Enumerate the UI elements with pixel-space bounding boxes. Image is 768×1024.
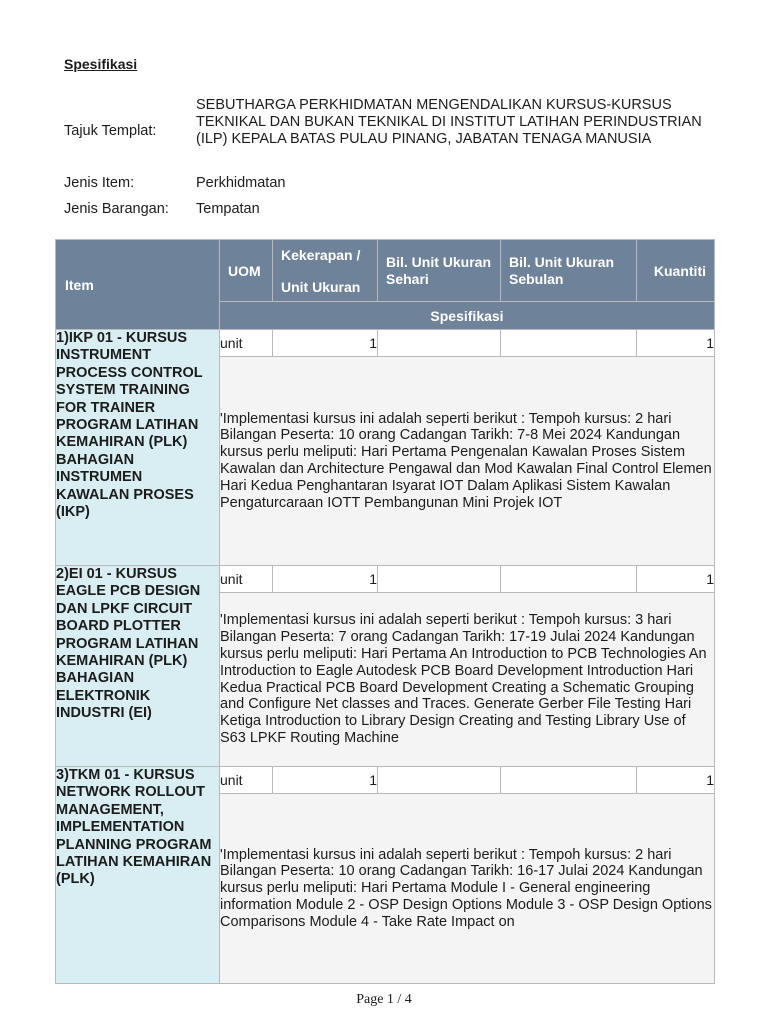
item-name: 1)IKP 01 - KURSUS INSTRUMENT PROCESS CONTROL SYSTEM TRAINING FOR TRAINER PROGRAM LATIHAN KEMAHIRAN (PLK) BAHAGIAN INSTRUMEN KAWALAN PROSES (IKP) — [56, 330, 220, 566]
item-name: 2)EI 01 - KURSUS EAGLE PCB DESIGN DAN LPKF CIRCUIT BOARD PLOTTER PROGRAM LATIHAN KEMAHIRAN (PLK) BAHAGIAN ELEKTRONIK INDUSTRI (EI) — [56, 566, 220, 767]
meta-jenis-barangan — [64, 201, 724, 219]
sebulan-cell — [501, 330, 637, 357]
meta-label: Tajuk Templat: — [64, 123, 157, 139]
header-kekerapan — [273, 240, 378, 302]
page-number: Page 1 / 4 — [356, 992, 412, 1007]
sebulan-cell — [501, 767, 637, 794]
table-row — [56, 330, 715, 357]
uom-cell: unit — [220, 767, 273, 794]
header-spesifikasi: Spesifikasi — [220, 302, 715, 330]
kekerapan-cell: 1 — [273, 566, 378, 593]
header-bil-sehari: Bil. Unit Ukuran Sehari — [378, 240, 501, 302]
spec-heading: Spesifikasi — [64, 56, 138, 72]
kuantiti-cell: 1 — [637, 566, 715, 593]
meta-label: Jenis Barangan: — [64, 201, 169, 217]
kekerapan-cell: 1 — [273, 767, 378, 794]
sehari-cell — [378, 330, 501, 357]
specification-table — [55, 239, 715, 984]
meta-label: Jenis Item: — [64, 175, 135, 191]
meta-value: SEBUTHARGA PERKHIDMATAN MENGENDALIKAN KURSUS-KURSUS TEKNIKAL DAN BUKAN TEKNIKAL DI INSTITUT LATIHAN PERINDUSTRIAN (ILP) KEPALA BATAS PULAU PINANG, JABATAN TENAGA MANUSIA — [196, 97, 702, 147]
sehari-cell — [378, 566, 501, 593]
header-kekerapan-line2: Unit Ukuran — [281, 278, 361, 295]
header-uom: UOM — [220, 240, 273, 302]
meta-jenis-item — [64, 175, 724, 193]
item-name: 3)TKM 01 - KURSUS NETWORK ROLLOUT MANAGEMENT, IMPLEMENTATION PLANNING PROGRAM LATIHAN KEMAHIRAN (PLK) — [56, 767, 220, 984]
kekerapan-cell: 1 — [273, 330, 378, 357]
header-item: Item — [56, 240, 220, 330]
sebulan-cell — [501, 566, 637, 593]
meta-value: Tempatan — [196, 201, 260, 217]
table-row — [56, 566, 715, 593]
meta-tajuk-templat — [64, 97, 724, 167]
header-bil-sebulan: Bil. Unit Ukuran Sebulan — [501, 240, 637, 302]
spesifikasi-text: 'Implementasi kursus ini adalah seperti berikut : Tempoh kursus: 2 hari Bilangan Peserta: 10 orang Cadangan Tarikh: 7-8 Mei 2024 Kandungan kursus perlu meliputi: Hari Pertama Pengenalan Kawalan Proses Sistem Kawalan dan Architecture Pengawal dan Mod Kawalan Final Control Elemen Hari Kedua Penghantaran Isyarat IOT Dalam Aplikasi Sistem Kawalan Pengaturcaraan IOTT Pembangunan Mini Projek IOT — [220, 357, 715, 566]
spesifikasi-text: 'Implementasi kursus ini adalah seperti berikut : Tempoh kursus: 3 hari Bilangan Peserta: 7 orang Cadangan Tarikh: 17-19 Julai 2024 Kandungan kursus perlu meliputi: Hari Pertama An Introduction to PCB Technologies An Introduction to Eagle Autodesk PCB Board Development Introduction Hari Kedua Practical PCB Board Development Creating a Schematic Grouping and Configure Net classes and Traces. Generate Gerber File Testing Hari Ketiga Introduction to Library Design Creating and Testing Library Use of S63 LPKF Routing Machine — [220, 593, 715, 767]
meta-value: Perkhidmatan — [196, 175, 286, 191]
spesifikasi-text: 'Implementasi kursus ini adalah seperti berikut : Tempoh kursus: 2 hari Bilangan Peserta: 10 orang Cadangan Tarikh: 16-17 Julai 2024 Kandungan kursus perlu meliputi: Hari Pertama Module I - General engineering information Module 2 - OSP Design Options Module 3 - OSP Design Options Comparisons Module 4 - Take Rate Impact on — [220, 794, 715, 984]
uom-cell: unit — [220, 566, 273, 593]
kuantiti-cell: 1 — [637, 330, 715, 357]
sehari-cell — [378, 767, 501, 794]
uom-cell: unit — [220, 330, 273, 357]
table-header-row — [56, 240, 715, 302]
header-kuantiti: Kuantiti — [637, 240, 715, 302]
header-kekerapan-line1: Kekerapan / — [281, 246, 361, 263]
kuantiti-cell: 1 — [637, 767, 715, 794]
table-row — [56, 767, 715, 794]
